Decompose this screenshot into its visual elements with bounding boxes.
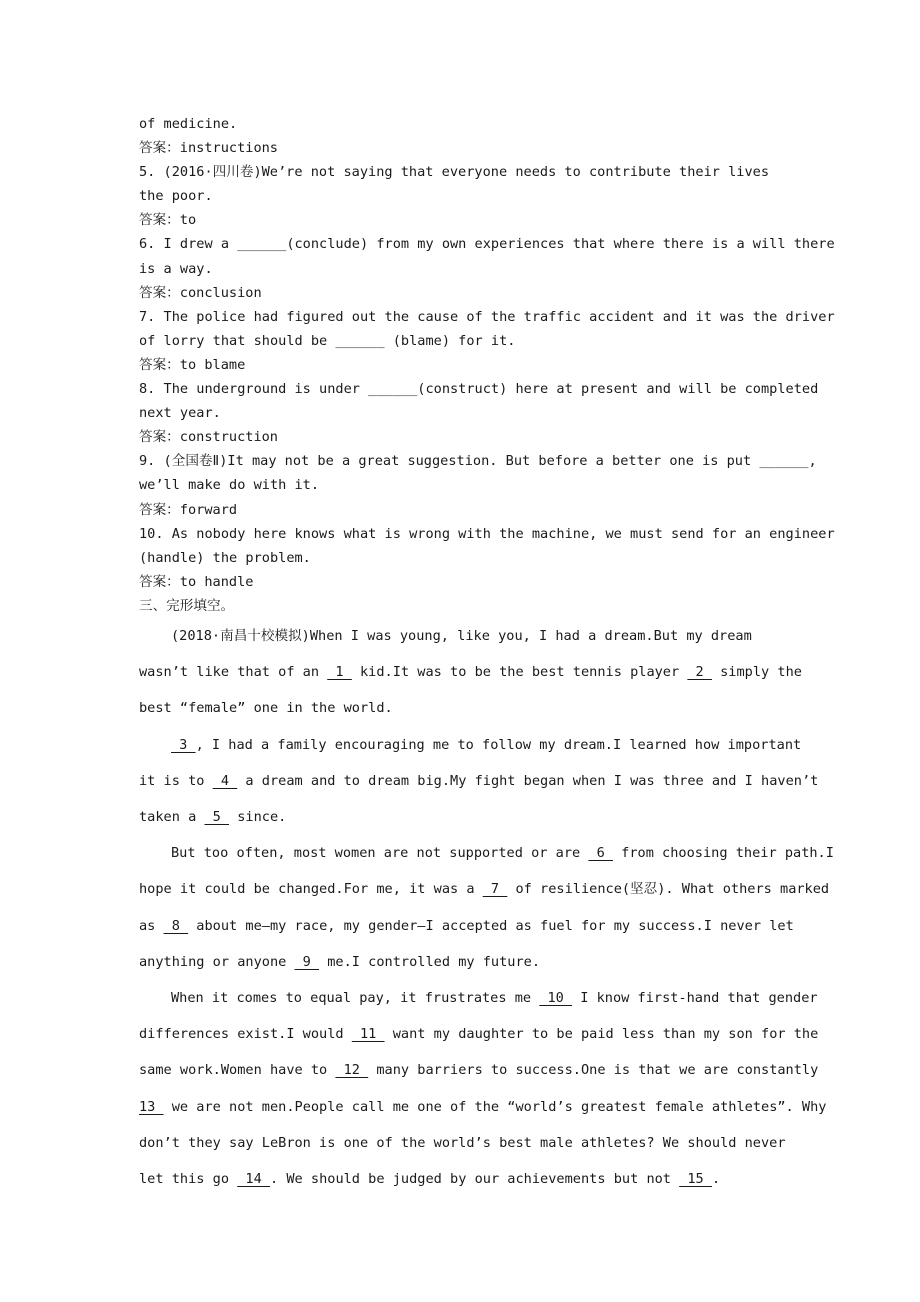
- passage-line: [139, 727, 839, 763]
- text-span: But too often, most women are not supported or are: [171, 845, 589, 862]
- question-8: 8. The underground is under ______(construct) here at present and will be completed: [139, 381, 819, 398]
- passage-line: [139, 799, 839, 835]
- blank-14: 14: [237, 1171, 270, 1188]
- passage-line: [139, 944, 839, 980]
- answer-line: 答案：conclusion: [139, 284, 262, 301]
- text-span: we are not men.People call me one of the “world’s greatest female athletes”. Why: [163, 1098, 827, 1115]
- answer-line: 答案：instructions: [139, 140, 278, 157]
- passage-line: best “female” one in the world.: [139, 700, 393, 717]
- text-span: as: [139, 917, 164, 934]
- text-line: we’ll make do with it.: [139, 477, 320, 494]
- blank-15: 15: [679, 1171, 712, 1188]
- blank-6: 6: [588, 845, 613, 862]
- passage-line: [139, 1089, 839, 1125]
- text-span: .: [711, 1171, 721, 1188]
- cloze-passage: [139, 618, 839, 1197]
- blank-1: 1: [327, 664, 352, 681]
- passage-line: don’t they say LeBron is one of the world’s best male athletes? We should never: [139, 1134, 786, 1151]
- passage-line: [139, 835, 839, 871]
- blank-8: 8: [163, 917, 189, 934]
- text-span: from choosing their path.I: [612, 845, 834, 862]
- answer-line: 答案：to blame: [139, 356, 246, 373]
- text-span: differences exist.I would: [139, 1026, 352, 1043]
- answer-line: 答案：forward: [139, 501, 238, 518]
- question-7: 7. The police had figured out the cause of the traffic accident and it was the driver: [139, 308, 835, 325]
- text-span: want my daughter to be paid less than my son for the: [384, 1026, 819, 1043]
- text-line: the poor.: [139, 188, 213, 205]
- text-span: me.I controlled my future.: [319, 953, 541, 970]
- blank-12: 12: [335, 1062, 369, 1079]
- text-span: kid.It was to be the best tennis player: [351, 664, 688, 681]
- blank-7: 7: [482, 881, 508, 898]
- text-span: When it comes to equal pay, it frustrates me: [171, 990, 540, 1006]
- text-line: (handle) the problem.: [139, 549, 311, 566]
- text-span: about me—my race, my gender—I accepted as fuel for my success.I never let: [188, 917, 794, 934]
- blank-2: 2: [687, 664, 712, 681]
- blank-4: 4: [212, 772, 238, 789]
- blank-9: 9: [294, 953, 320, 970]
- document-page: [139, 112, 839, 1197]
- text-line: is a way.: [139, 260, 213, 277]
- text-line: next year.: [139, 405, 221, 422]
- text-line: of medicine.: [139, 116, 238, 132]
- text-span: hope it could be changed.For me, it was a: [139, 881, 483, 898]
- exercise-lines: [139, 112, 839, 618]
- text-span: since.: [229, 808, 287, 825]
- text-span: of resilience(坚忍). What others marked: [507, 881, 830, 898]
- passage-line: [139, 908, 839, 944]
- question-9: 9. (全国卷Ⅱ)It may not be a great suggestion. But before a better one is put ______,: [139, 453, 817, 470]
- passage-line: [139, 763, 839, 799]
- text-span: wasn’t like that of an: [139, 664, 328, 681]
- passage-line: [139, 654, 839, 690]
- text-span: it is to: [139, 772, 213, 789]
- text-span: many barriers to success.One is that we are constantly: [368, 1062, 819, 1079]
- text-span: a dream and to dream big.My fight began when I was three and I haven’t: [237, 772, 819, 789]
- text-span: same work.Women have to: [139, 1062, 336, 1079]
- text-span: let this go: [139, 1171, 238, 1188]
- blank-11: 11: [351, 1026, 385, 1043]
- question-6: 6. I drew a ______(conclude) from my own experiences that where there is a will there: [139, 236, 835, 253]
- question-10: 10. As nobody here knows what is wrong with the machine, we must send for an engineer: [139, 525, 835, 542]
- text-span: anything or anyone: [139, 953, 295, 970]
- answer-line: 答案：construction: [139, 429, 278, 446]
- passage-line: [139, 980, 839, 1016]
- passage-line: [139, 1052, 839, 1088]
- blank-5: 5: [204, 808, 230, 825]
- blank-3: 3: [171, 736, 196, 753]
- text-span: taken a: [139, 808, 205, 825]
- passage-line: (2018·南昌十校模拟)When I was young, like you, I had a dream.But my dream: [171, 627, 752, 644]
- text-span: I know first-hand that gender: [572, 990, 818, 1006]
- passage-line: [139, 871, 839, 907]
- answer-line: 答案：to handle: [139, 573, 254, 590]
- question-5: 5. (2016·四川卷)We’re not saying that everyone needs to contribute their lives: [139, 164, 770, 181]
- blank-10: 10: [539, 990, 573, 1006]
- text-span: . We should be judged by our achievements but not: [269, 1171, 680, 1188]
- passage-line: [139, 1161, 839, 1197]
- blank-13: 13: [139, 1098, 164, 1115]
- text-line: of lorry that should be ______ (blame) for it.: [139, 332, 516, 349]
- section-heading: 三、完形填空。: [139, 597, 235, 614]
- passage-line: [139, 1016, 839, 1052]
- text-span: simply the: [711, 664, 802, 681]
- text-span: , I had a family encouraging me to follow my dream.I learned how important: [195, 736, 802, 753]
- answer-line: 答案：to: [139, 212, 197, 229]
